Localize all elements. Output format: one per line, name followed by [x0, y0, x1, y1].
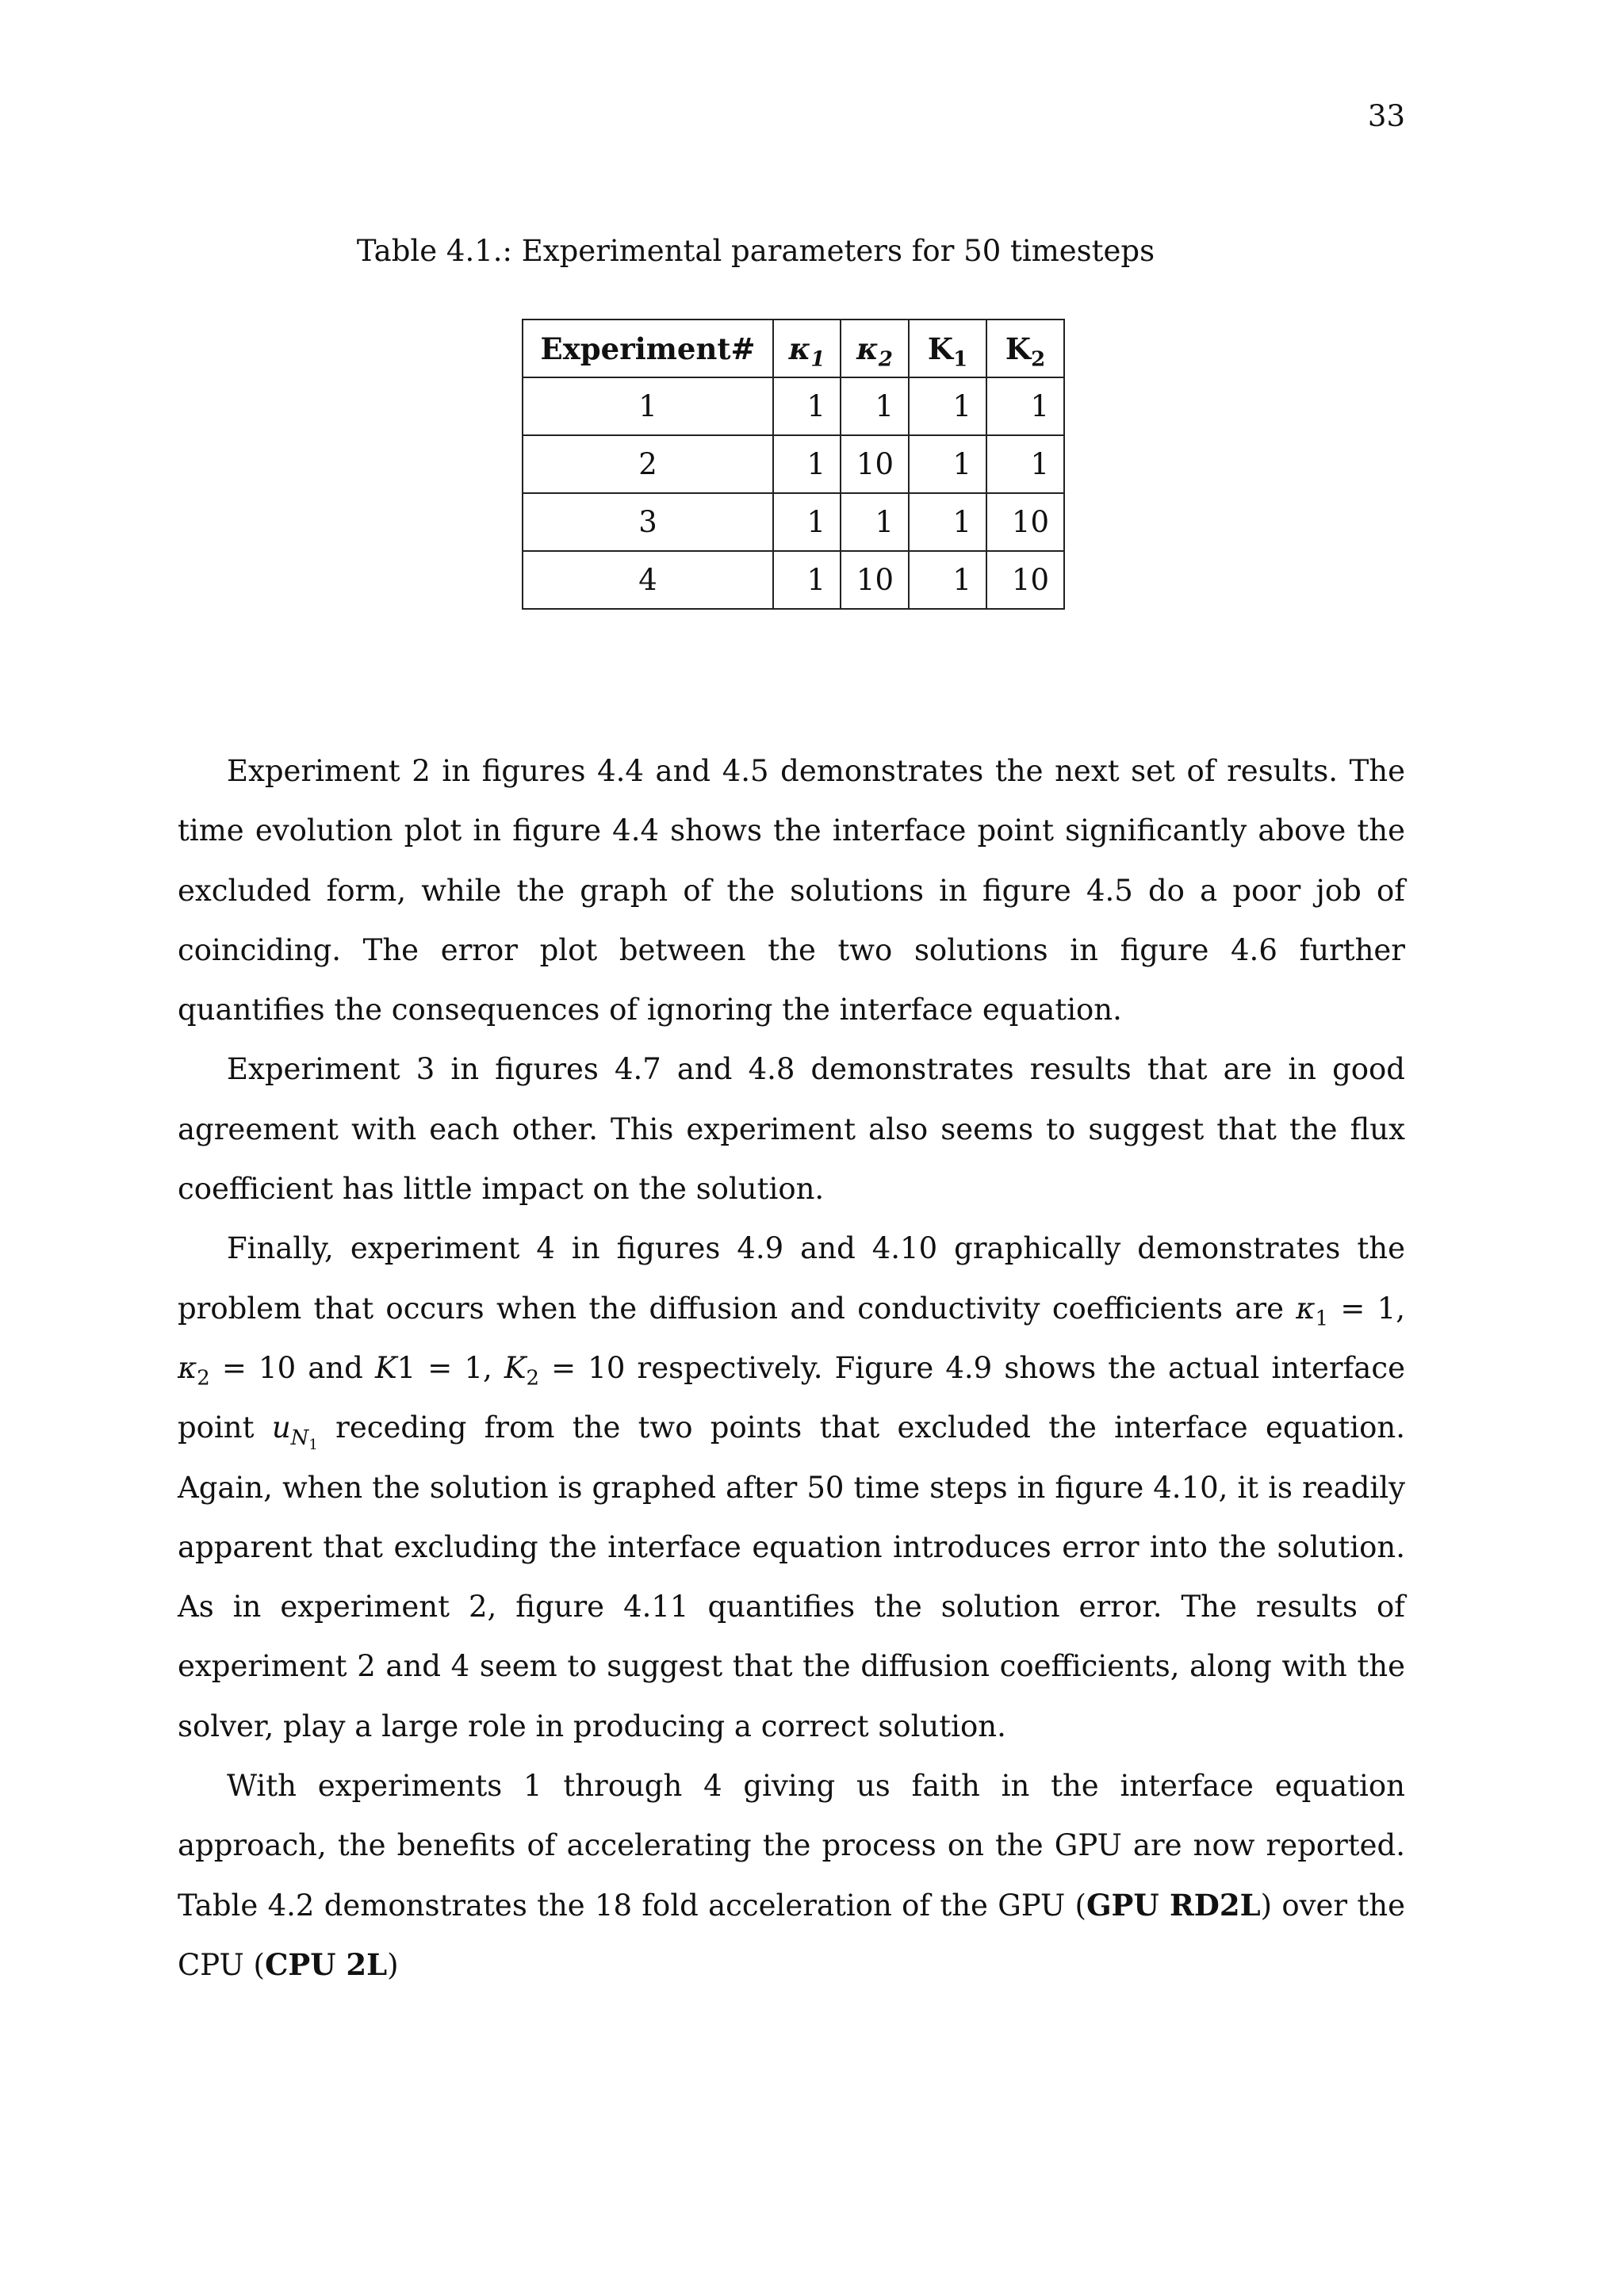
table-cell: 1 [773, 377, 841, 435]
table-cell: 4 [523, 551, 773, 609]
table-cell: 1 [909, 435, 986, 493]
page-number: 33 [1367, 99, 1405, 133]
table-cell: 1 [773, 435, 841, 493]
table-cell: 1 [523, 377, 773, 435]
paragraph-gpu-acceleration: With experiments 1 through 4 giving us faith in the interface equation approach, the benefits of accelerating the process on the GPU are now reported. Table 4.2 demonstrates the 18 fold acceleration of the GPU (GPU RD2L) over the CPU (CPU 2L) [178, 1769, 1405, 1982]
paragraph-experiment-3: Experiment 3 in figures 4.7 and 4.8 demonstrates results that are in good agreement with each other. This experiment also seems to suggest that the flux coefficient has little impact on the solution. [178, 1052, 1405, 1207]
table-row [523, 551, 1064, 609]
table-caption [0, 234, 1624, 269]
table-cell: 10 [841, 551, 909, 609]
table-row [523, 377, 1064, 435]
table-row [523, 493, 1064, 551]
body-text [178, 741, 1405, 1995]
table-cell: 1 [909, 377, 986, 435]
parameters-table [522, 319, 1065, 610]
header-K1: $K_1$ [909, 320, 986, 377]
table-cell: 1 [773, 493, 841, 551]
header-experiment: Experiment# [523, 320, 773, 377]
table-header-row [523, 320, 1064, 377]
table-cell: 1 [986, 435, 1064, 493]
table-cell: 1 [773, 551, 841, 609]
table-caption-text: Table 4.1.: Experimental parameters for 50 timesteps [356, 234, 1155, 268]
table-cell: 1 [986, 377, 1064, 435]
table-cell: 1 [841, 493, 909, 551]
table-cell: 10 [841, 435, 909, 493]
table-cell: 1 [909, 551, 986, 609]
header-kappa1: $\kappa_1$ [773, 320, 841, 377]
table-cell: 1 [909, 493, 986, 551]
table-cell: 2 [523, 435, 773, 493]
table-row [523, 435, 1064, 493]
table-cell: 10 [986, 551, 1064, 609]
header-K2: $K_2$ [986, 320, 1064, 377]
table-cell: 1 [841, 377, 909, 435]
paragraph-experiment-4: Finally, experiment 4 in figures 4.9 and 4.10 graphically demonstrates the problem that occurs when the diffusion and conductivity coefficients are $\kappa_1 = 1$, $\kappa_2 = 10$ and K1 = 1, $K_2 = 10$ respectively. Figure 4.9 shows the actual interface point $u_{N_1}$ receding from the two points that excluded the interface equation. Again, when the solution is graphed after 50 time steps in figure 4.10, it is readily apparent that excluding the interface equation introduces error into the solution. As in experiment 2, figure 4.11 quantifies the solution error. The results of experiment 2 and 4 seem to suggest that the diffusion coefficients, along with the solver, play a large role in producing a correct solution. [178, 1231, 1406, 1743]
table-cell: 10 [986, 493, 1064, 551]
header-kappa2: $\kappa_2$ [841, 320, 909, 377]
paragraph-experiment-2: Experiment 2 in figures 4.4 and 4.5 demonstrates the next set of results. The time evolution plot in figure 4.4 shows the interface point significantly above the excluded form, while the graph of the solutions in figure 4.5 do a poor job of coinciding. The error plot between the two solutions in figure 4.6 further quantifies the consequences of ignoring the interface equation. [178, 754, 1405, 1027]
table-cell: 3 [523, 493, 773, 551]
